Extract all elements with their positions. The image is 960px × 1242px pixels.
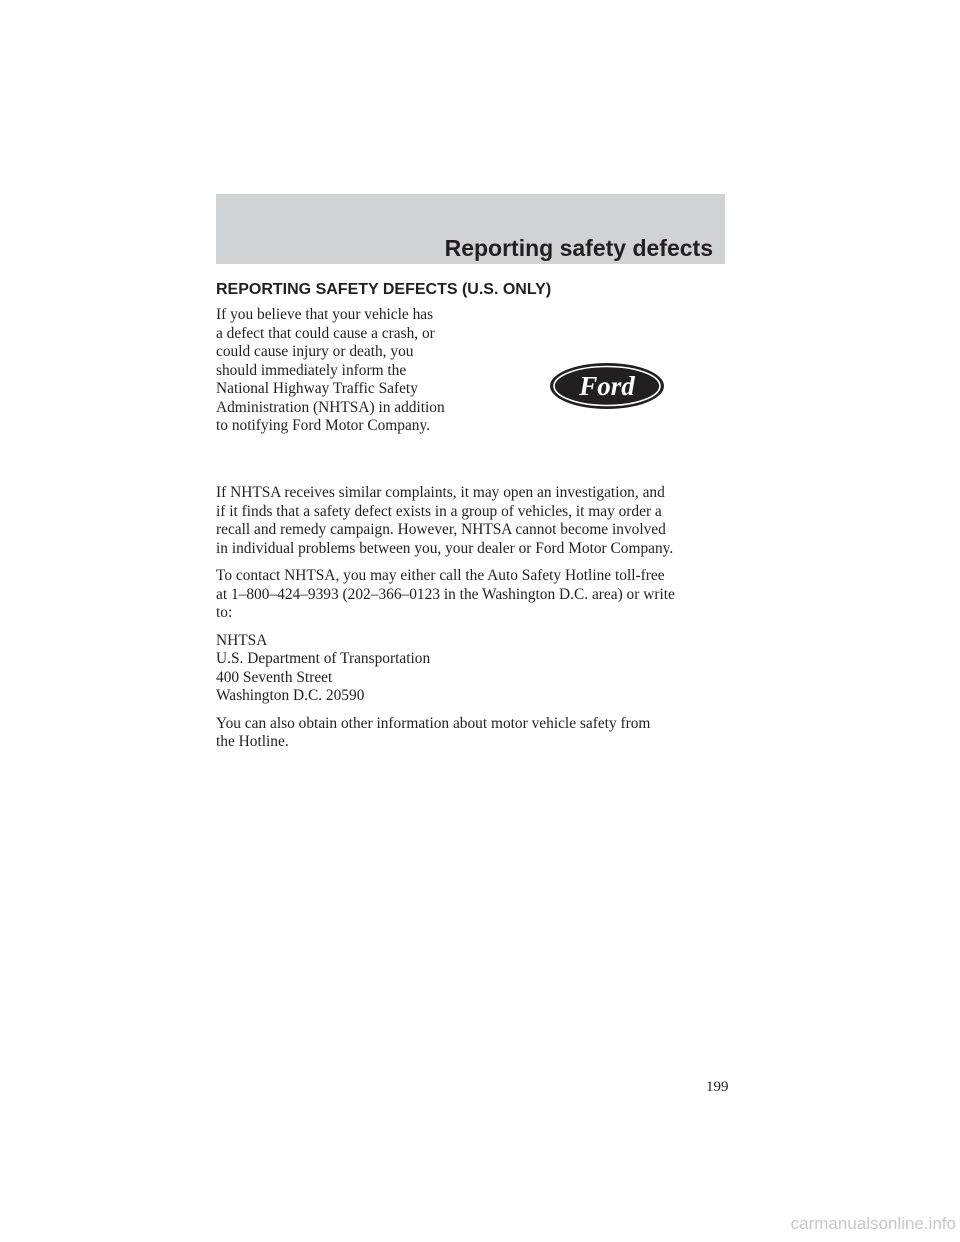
text-line: at 1–800–424–9393 (202–366–0123 in the Washington D.C. area) or write (216, 585, 675, 603)
intro-line: National Highway Traffic Safety (216, 380, 418, 397)
intro-paragraph (216, 306, 496, 436)
intro-line: could cause injury or death, you (216, 343, 414, 360)
header-bar (216, 194, 725, 264)
address-line: 400 Seventh Street (216, 668, 333, 686)
paragraph-contact-nhtsa (216, 567, 736, 623)
intro-line: should immediately inform the (216, 361, 407, 379)
ford-logo-text: Ford (579, 371, 635, 401)
text-line: recall and remedy campaign. However, NHTSA cannot become involved (216, 521, 666, 538)
text-line: the Hotline. (216, 733, 289, 750)
address-line: NHTSA (216, 631, 268, 649)
intro-line: a defect that could cause a crash, or (216, 324, 435, 342)
text-line: If NHTSA receives similar complaints, it may open an investigation, and (216, 484, 665, 501)
intro-line: Administration (NHTSA) in addition (216, 398, 445, 416)
paragraph-nhtsa-complaints (216, 484, 736, 558)
address-line: U.S. Department of Transportation (216, 650, 431, 667)
text-line: You can also obtain other information about motor vehicle safety from (216, 714, 651, 732)
intro-line: If you believe that your vehicle has (216, 306, 434, 323)
address-block (216, 632, 736, 706)
body-text (216, 484, 736, 761)
ford-logo-icon (549, 362, 665, 410)
watermark: carmanualsonline.info (790, 1214, 956, 1233)
text-line: if it finds that a safety defect exists in a group of vehicles, it may order a (216, 502, 662, 520)
paragraph-hotline (216, 715, 736, 752)
text-line: in individual problems between you, your dealer or Ford Motor Company. (216, 539, 674, 557)
text-line: to: (216, 604, 233, 621)
intro-line: to notifying Ford Motor Company. (216, 417, 431, 434)
page-title: Reporting safety defects (444, 235, 713, 261)
section-heading: REPORTING SAFETY DEFECTS (U.S. ONLY) (216, 281, 552, 298)
address-line: Washington D.C. 20590 (216, 687, 365, 704)
text-line: To contact NHTSA, you may either call the Auto Safety Hotline toll-free (216, 567, 665, 584)
page-number: 199 (706, 1079, 729, 1095)
